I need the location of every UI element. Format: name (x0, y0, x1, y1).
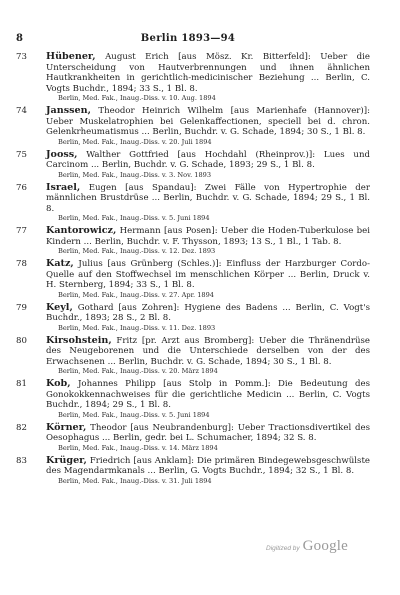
dissertation-note: Berlin, Med. Fak., Inaug.-Diss. v. 14. März 1894 (58, 443, 218, 452)
entry-number: 83 (16, 455, 27, 466)
author-surname: Janssen, (46, 105, 91, 116)
author-surname: Körner, (46, 421, 87, 433)
dissertation-note: Berlin, Med. Fak., Inaug.-Diss. v. 20. März 1894 (58, 367, 218, 375)
entry-citation (46, 336, 370, 368)
bibliography-entry (16, 259, 370, 300)
citation-text: Theodor Heinrich Wilhelm [aus Marienhafe (Hannover)]: Ueber Muskelatrophien bei Gelenkaffectionen, speciell bei d. chron. Gelenkrheumatismus ... Berlin, Buchdr. v. G. Schade, 1894; 30 S., 1 Bl. 8. (46, 106, 370, 137)
citation-text: Julius [aus Grünberg (Schles.)]: Einfluss der Harzburger Cordo-Quelle auf den Stoffwechsel im menschlichen Körper ... Berlin, Druck v. H. Sternberg, 1894; 33 S., 1 Bl. 8. (46, 259, 370, 290)
entry-citation (46, 379, 370, 411)
entry-number: 76 (16, 182, 27, 193)
author-surname: Jooss, (46, 148, 78, 160)
citation-text: Hermann [aus Posen]: Ueber die Hoden-Tuberkulose bei Kindern ... Berlin, Buchdr. v. F. Thysson, 1893; 13 S., 1 Bl., 1 Tab. 8. (46, 226, 370, 247)
entry-citation (46, 259, 370, 291)
author-surname: Kirsohstein, (46, 334, 112, 346)
entry-citation (46, 423, 370, 444)
bibliography-entry (16, 303, 370, 333)
dissertation-note: Berlin, Med. Fak., Inaug.-Diss. v. 10. Aug. 1894 (58, 94, 216, 102)
dissertation-note: Berlin, Med. Fak., Inaug.-Diss. v. 11. Dez. 1893 (58, 323, 216, 332)
citation-text: Theodor [aus Neubrandenburg]: Ueber Tractionsdivertikel des Oesophagus ... Berlin, gedr. bei L. Schumacher, 1894; 32 S. 8. (46, 422, 370, 443)
dissertation-note: Berlin, Med. Fak., Inaug.-Diss. v. 20. Juli 1894 (58, 137, 212, 146)
dissertation-note: Berlin, Med. Fak., Inaug.-Diss. v. 27. Apr. 1894 (58, 290, 214, 299)
entry-number: 77 (16, 226, 27, 236)
author-surname: Keyl, (46, 301, 73, 313)
dissertation-note: Berlin, Med. Fak., Inaug.-Diss. v. 3. Nov. 1893 (58, 170, 212, 179)
entry-citation (46, 303, 370, 324)
entry-number: 78 (16, 259, 27, 269)
author-surname: Kob, (46, 378, 71, 389)
digitized-watermark (266, 538, 348, 555)
entry-number: 79 (16, 302, 27, 313)
citation-text: Johannes Philipp [aus Stolp in Pomm.]: Die Bedeutung des Gonokokkennachweises für die gerichtliche Medicin ... Berlin, C. Vogts Buchdr., 1894; 29 S., 1 Bl. 8. (46, 379, 370, 410)
bibliography-entry (16, 379, 370, 420)
bibliography-entry (16, 52, 370, 103)
entry-number: 81 (16, 379, 27, 389)
citation-text: Fritz [pr. Arzt aus Bromberg]: Ueber die Thränendrüse des Neugeborenen und die Unterschiede derselben von der des Erwachsenen ... Berlin, Buchdr. v. G. Schade, 1894; 30 S., 1 Bl. 8. (46, 335, 370, 367)
bibliography-entry (16, 336, 370, 377)
watermark-logo-text: Google (302, 538, 348, 554)
bibliography-entry (16, 456, 370, 486)
entry-citation (46, 150, 370, 171)
entry-number: 75 (16, 149, 27, 160)
citation-text: Walther Gottfried [aus Hochdahl (Rheinprov.)]: Lues und Carcinom ... Berlin, Buchdr. v. G. Schade, 1893; 29 S., 1 Bl. 8. (46, 149, 370, 170)
citation-text: Gothard [aus Zohren]: Hygiene des Badens ... Berlin, C. Vogt's Buchdr., 1893; 28 S., 2 Bl. 8. (46, 302, 370, 323)
entry-list (16, 52, 370, 489)
dissertation-note: Berlin, Med. Fak., Inaug.-Diss. v. 31. Juli 1894 (58, 476, 212, 485)
author-surname: Katz, (46, 258, 74, 269)
entry-citation (46, 52, 370, 94)
citation-text: Eugen [aus Spandau]: Zwei Fälle von Hypertrophie der männlichen Brustdrüse ... Berlin, Buchdr. v. G. Schade, 1894; 29 S., 1 Bl. 8. (46, 182, 370, 214)
dissertation-note: Berlin, Med. Fak., Inaug.-Diss. v. 12. Dez. 1893 (58, 247, 216, 255)
entry-number: 82 (16, 422, 27, 433)
dissertation-note: Berlin, Med. Fak., Inaug.-Diss. v. 5. Juni 1894 (58, 214, 210, 222)
bibliography-entry (16, 226, 370, 256)
entry-citation (46, 456, 370, 477)
bibliography-entry (16, 423, 370, 453)
entry-citation (46, 106, 370, 138)
entry-number: 74 (16, 106, 27, 116)
running-head: Berlin 1893—94 (140, 33, 236, 44)
bibliography-entry (16, 106, 370, 147)
citation-text: August Erich [aus Mösz. Kr. Bitterfeld]: Ueber die Unterscheidung von Hautverbrennungen und ihnen ähnlichen Hautkrankheiten in gerichtlich-medicinischer Beziehung ... Berlin, C. Vogts Buchdr., 1894; 33 S., 1 Bl. 8. (46, 52, 370, 94)
entry-citation (46, 226, 370, 247)
watermark-small-text: Digitized by (266, 545, 300, 552)
bibliography-entry (16, 183, 370, 224)
page-header (16, 32, 360, 46)
author-surname: Kantorowicz, (46, 225, 117, 236)
entry-number: 80 (16, 335, 27, 346)
author-surname: Israel, (46, 181, 81, 193)
citation-text: Friedrich [aus Anklam]: Die primären Bindegewebsgeschwülste des Magendarmkanals ... Berlin, G. Vogts Buchdr., 1894; 32 S., 1 Bl. 8. (46, 455, 370, 476)
bibliography-entry (16, 150, 370, 180)
entry-citation (46, 183, 370, 215)
page-number: 8 (16, 33, 23, 44)
entry-number: 73 (16, 52, 27, 62)
author-surname: Hübener, (46, 51, 96, 62)
dissertation-note: Berlin, Med. Fak., Inaug.-Diss. v. 5. Juni 1894 (58, 410, 210, 419)
author-surname: Krüger, (46, 454, 87, 466)
